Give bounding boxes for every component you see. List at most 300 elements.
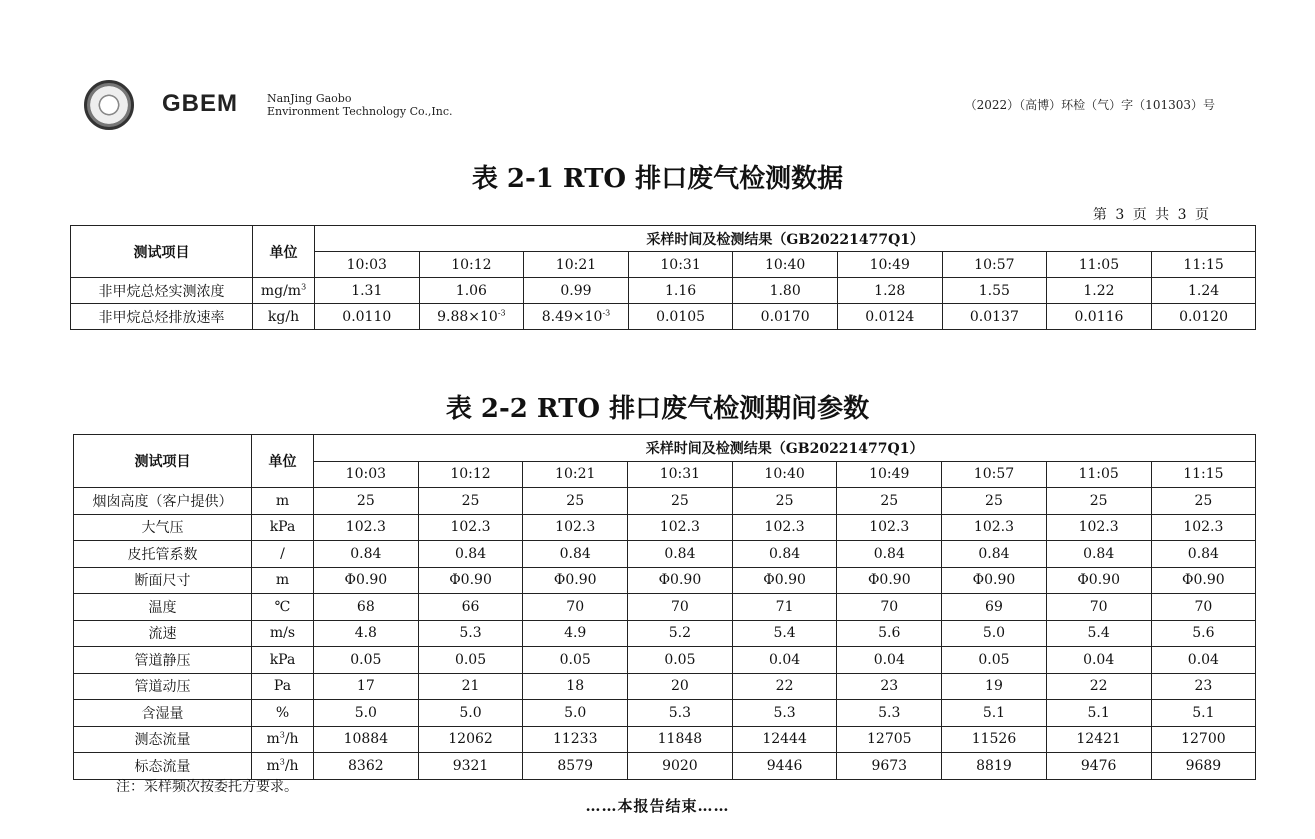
value-text: 0.05 [454,651,487,668]
company-seal-logo-icon [84,80,134,130]
value-text: Φ0.90 [972,572,1016,589]
value-cell [1046,620,1151,647]
value-cell [314,488,419,515]
unit-superscript: 3 [301,281,307,291]
end-of-report: ……本报告结束…… [585,797,730,815]
value-cell [732,700,837,727]
document-number: （2022）（高博）环检（气）字（101303）号 [964,98,1215,112]
value-cell [942,278,1047,304]
row-unit [252,620,314,647]
value-text: 19 [985,678,1003,695]
value-cell [732,514,837,541]
time-header: 10:12 [419,252,524,278]
value-cell [837,541,942,568]
row-unit [252,488,314,515]
table-row [74,726,1256,753]
row-unit [252,514,314,541]
value-cell [837,488,942,515]
value-text: Φ0.90 [1077,572,1120,589]
value-text: 5.3 [878,704,901,721]
value-text: 102.3 [764,519,805,536]
row-item-label: 非甲烷总烃实测浓度 [71,278,253,304]
value-cell [942,567,1047,594]
value-text: 5.1 [1087,704,1110,721]
value-text: Φ0.90 [449,572,492,589]
value-text: 0.84 [873,545,905,562]
value-text: Φ0.90 [553,572,597,589]
value-text: 9020 [662,757,698,774]
value-cell [523,647,628,674]
value-text: Φ0.90 [1182,572,1225,589]
unit-superscript: 3 [279,757,285,767]
value-cell [1151,620,1256,647]
value-text: 1.28 [874,282,906,299]
value-text: Φ0.90 [658,572,702,589]
value-exponent: -3 [497,307,506,317]
value-text: 12444 [762,731,807,748]
col-header-item: 测试项目 [74,435,252,488]
time-header: 11:05 [1047,252,1152,278]
value-cell [314,753,419,780]
value-text: 8819 [976,757,1012,774]
time-header: 10:21 [523,461,628,488]
value-text: 25 [880,492,899,509]
value-cell [837,514,942,541]
page-number: 第 3 页 共 3 页 [1092,207,1211,223]
row-item-label: 标态流量 [74,753,252,780]
value-text: 23 [880,678,899,695]
value-text: 11233 [552,731,598,748]
value-cell [314,567,419,594]
value-text: 0.84 [1083,545,1115,562]
value-cell [1046,567,1151,594]
value-cell [314,541,419,568]
row-item-label: 管道静压 [74,647,252,674]
value-cell [628,726,733,753]
value-cell [628,541,733,568]
value-cell [942,753,1047,780]
row-item-label: 皮托管系数 [74,541,252,568]
col-header-item: 测试项目 [71,226,253,278]
value-text: 4.9 [564,625,587,642]
row-unit [252,567,314,594]
value-text: 0.05 [664,651,696,668]
value-text: 0.84 [1187,545,1219,562]
value-text: 0.05 [978,651,1010,668]
value-cell [732,753,837,780]
value-cell [523,541,628,568]
value-cell [837,567,942,594]
value-cell [523,753,628,780]
value-cell [523,567,628,594]
row-item-label: 温度 [74,594,252,621]
value-text: 0.04 [873,651,905,668]
value-text: Φ0.90 [763,572,806,589]
value-cell [733,278,838,304]
time-header: 11:15 [1151,252,1256,278]
value-text: 25 [356,492,375,509]
value-cell [1151,514,1256,541]
value-exponent: -3 [602,307,611,317]
unit-base: Pa [273,678,292,695]
value-text: 5.6 [878,625,901,642]
value-cell [732,541,837,568]
value-text: 0.0116 [1074,308,1124,325]
row-item-label: 含湿量 [74,700,252,727]
value-cell [1046,753,1151,780]
value-cell [315,304,420,330]
row-item-label: 大气压 [74,514,252,541]
value-text: 1.24 [1188,282,1220,299]
value-text: 20 [670,678,689,695]
table1-title: 表 2-1 RTO 排口废气检测数据 [471,164,844,194]
unit-base: m/s [269,625,296,642]
value-cell [523,594,628,621]
value-text: 5.0 [564,704,587,721]
value-cell [523,514,628,541]
value-text: 0.84 [769,545,801,562]
row-item-label: 流速 [74,620,252,647]
value-cell [524,278,629,304]
value-text: 5.4 [1087,625,1110,642]
value-cell [1151,594,1256,621]
value-cell [419,278,524,304]
value-cell [315,278,420,304]
value-text: 0.0170 [760,308,810,325]
unit-base: kPa [269,519,296,536]
value-text: 9.88×10 [437,308,498,325]
value-cell [837,726,942,753]
value-text: 25 [1089,492,1108,509]
row-unit [252,700,314,727]
value-text: 0.05 [350,651,382,668]
value-cell [837,647,942,674]
table2-parameters [73,434,1256,780]
value-cell [732,673,837,700]
value-cell [418,594,523,621]
value-text: 5.0 [354,704,377,721]
table-row [74,620,1256,647]
value-text: 68 [356,598,375,615]
value-text: 18 [566,678,585,695]
value-text: 9321 [452,757,489,774]
value-text: 9689 [1185,757,1222,774]
value-cell [628,304,733,330]
unit-tail: /h [284,757,299,774]
value-text: 0.84 [559,545,591,562]
value-text: 8579 [557,757,594,774]
value-cell [837,673,942,700]
value-cell [418,541,523,568]
value-cell [628,700,733,727]
value-cell [942,541,1047,568]
value-text: 1.55 [978,282,1010,299]
unit-base: kPa [269,651,296,668]
value-cell [1151,647,1256,674]
table-row [74,541,1256,568]
value-text: 70 [566,598,585,615]
value-text: 25 [985,492,1003,509]
value-cell [732,567,837,594]
value-cell [1047,278,1152,304]
col-header-group: 采样时间及检测结果（GB20221477Q1） [315,226,1256,252]
value-text: 102.3 [450,519,491,536]
value-cell [314,647,419,674]
value-cell [418,567,523,594]
value-cell [942,594,1047,621]
table2-title: 表 2-2 RTO 排口废气检测期间参数 [445,394,870,424]
value-text: 0.04 [1187,651,1219,668]
company-name [267,92,453,118]
value-cell [1046,673,1151,700]
time-header: 10:21 [524,252,629,278]
value-cell [1151,541,1256,568]
value-cell [837,278,942,304]
value-text: 5.0 [982,625,1006,642]
company-name-line2: Environment Technology Co.,Inc. [267,105,453,118]
value-cell [418,620,523,647]
value-cell [314,514,419,541]
value-text: 0.0110 [342,308,392,325]
value-text: 70 [880,598,899,615]
time-header: 10:03 [314,461,419,488]
unit-base: m [275,492,290,509]
table-row [74,647,1256,674]
value-cell [942,488,1047,515]
value-text: 0.0124 [865,308,915,325]
row-item-label: 非甲烷总烃排放速率 [71,304,253,330]
value-text: 12700 [1181,731,1226,748]
value-cell [1151,488,1256,515]
value-cell [524,304,629,330]
unit-base: ℃ [274,598,291,615]
value-cell [628,753,733,780]
value-text: 102.3 [345,519,386,536]
value-cell [418,700,523,727]
value-cell [419,304,524,330]
value-text: 5.3 [773,704,796,721]
row-unit [252,541,314,568]
col-header-group: 采样时间及检测结果（GB20221477Q1） [314,435,1256,462]
unit-base: / [280,545,285,562]
value-text: 0.84 [664,545,696,562]
value-cell [1047,304,1152,330]
value-cell [523,673,628,700]
value-text: 12705 [867,731,912,748]
value-cell [942,700,1047,727]
table-row [71,278,1256,304]
col-header-unit: 单位 [253,226,315,278]
value-text: 21 [461,678,480,695]
value-text: 5.1 [982,704,1006,721]
value-cell [628,488,733,515]
value-cell [418,488,523,515]
time-header: 10:57 [942,252,1047,278]
company-name-line1: NanJing Gaobo [267,92,352,105]
value-cell [628,278,733,304]
value-text: 25 [670,492,689,509]
table-row [74,594,1256,621]
value-cell [418,726,523,753]
value-cell [523,620,628,647]
value-text: 12421 [1076,731,1121,748]
value-cell [732,726,837,753]
value-cell [732,647,837,674]
value-text: 102.3 [1078,519,1119,536]
value-cell [418,514,523,541]
value-text: 70 [670,598,689,615]
value-cell [942,304,1047,330]
value-cell [628,673,733,700]
value-text: 22 [1089,678,1108,695]
value-cell [314,594,419,621]
value-text: 11526 [971,731,1017,748]
table-row [74,673,1256,700]
header-row [74,435,1256,462]
value-cell [837,304,942,330]
time-header: 10:49 [837,252,942,278]
value-text: 102.3 [973,519,1015,536]
value-cell [942,620,1047,647]
value-text: 25 [566,492,585,509]
row-unit [253,278,315,304]
unit-tail: /h [284,731,299,748]
value-text: 5.3 [668,704,692,721]
unit-base: m [266,757,280,774]
unit-base: % [275,704,290,721]
value-cell [942,726,1047,753]
table-row [74,488,1256,515]
row-item-label: 断面尺寸 [74,567,252,594]
row-unit [252,594,314,621]
value-text: 5.2 [668,625,692,642]
row-item-label: 烟囱高度（客户提供） [74,488,252,515]
value-cell [1046,700,1151,727]
value-text: 9446 [766,757,803,774]
value-cell [732,488,837,515]
table-row [74,700,1256,727]
value-text: 0.04 [1083,651,1115,668]
unit-base: m [275,572,290,589]
value-cell [1046,541,1151,568]
value-text: 71 [775,598,794,615]
value-text: 102.3 [1183,519,1224,536]
value-cell [1151,753,1256,780]
time-header: 10:40 [733,252,838,278]
value-cell [1046,594,1151,621]
value-text: 1.16 [664,282,697,299]
value-cell [523,726,628,753]
unit-base: mg/m [260,282,302,299]
time-header: 10:12 [418,461,523,488]
time-header: 10:03 [315,252,420,278]
value-text: 25 [775,492,794,509]
time-header: 10:49 [837,461,942,488]
value-text: 70 [1089,598,1108,615]
value-cell [1151,278,1256,304]
value-text: 1.06 [455,282,487,299]
value-text: 5.3 [459,625,482,642]
value-cell [1151,700,1256,727]
value-cell [1151,304,1256,330]
value-cell [628,514,733,541]
value-text: 69 [985,598,1003,615]
time-header: 10:57 [942,461,1047,488]
value-text: 9476 [1080,757,1117,774]
value-cell [1151,567,1256,594]
value-cell [523,488,628,515]
value-text: 0.0137 [969,308,1019,325]
row-unit [253,304,315,330]
header-row [71,226,1256,252]
value-text: Φ0.90 [867,572,911,589]
value-text: Φ0.90 [344,572,388,589]
value-text: 66 [461,598,480,615]
unit-base: m [266,731,280,748]
value-cell [418,647,523,674]
value-cell [733,304,838,330]
value-cell [314,700,419,727]
value-text: 0.84 [350,545,382,562]
value-cell [523,700,628,727]
value-text: 0.84 [978,545,1010,562]
unit-base: kg/h [267,308,300,325]
footnote: 注：采样频次按委托方要求。 [116,779,298,795]
row-item-label: 管道动压 [74,673,252,700]
value-text: 0.84 [454,545,487,562]
value-text: 102.3 [555,519,596,536]
row-unit [252,673,314,700]
value-text: 8.49×10 [541,308,603,325]
value-cell [314,673,419,700]
col-header-unit: 单位 [252,435,314,488]
value-text: 70 [1194,598,1213,615]
value-text: 8362 [348,757,384,774]
report-header [84,80,1215,130]
table1-measurement-data [70,225,1256,330]
value-text: 4.8 [354,625,377,642]
table-row [74,514,1256,541]
value-text: 1.80 [769,282,801,299]
value-text: 5.0 [459,704,482,721]
value-text: 5.1 [1192,704,1215,721]
row-unit [252,726,314,753]
value-text: 17 [356,678,375,695]
value-text: 25 [1194,492,1213,509]
brand-name: GBEM [162,90,238,117]
time-header: 10:31 [628,252,733,278]
value-text: 102.3 [659,519,700,536]
row-unit [252,647,314,674]
value-cell [418,673,523,700]
value-text: 9673 [871,757,908,774]
value-cell [837,700,942,727]
value-cell [628,647,733,674]
value-cell [628,620,733,647]
value-text: 23 [1194,678,1213,695]
value-cell [837,620,942,647]
value-cell [732,594,837,621]
value-cell [314,726,419,753]
value-cell [314,620,419,647]
value-text: 10884 [343,731,389,748]
value-cell [837,594,942,621]
value-text: 5.4 [773,625,796,642]
value-text: 5.6 [1192,625,1215,642]
value-cell [628,594,733,621]
value-text: 0.0120 [1179,308,1229,325]
time-header: 11:15 [1151,461,1256,488]
